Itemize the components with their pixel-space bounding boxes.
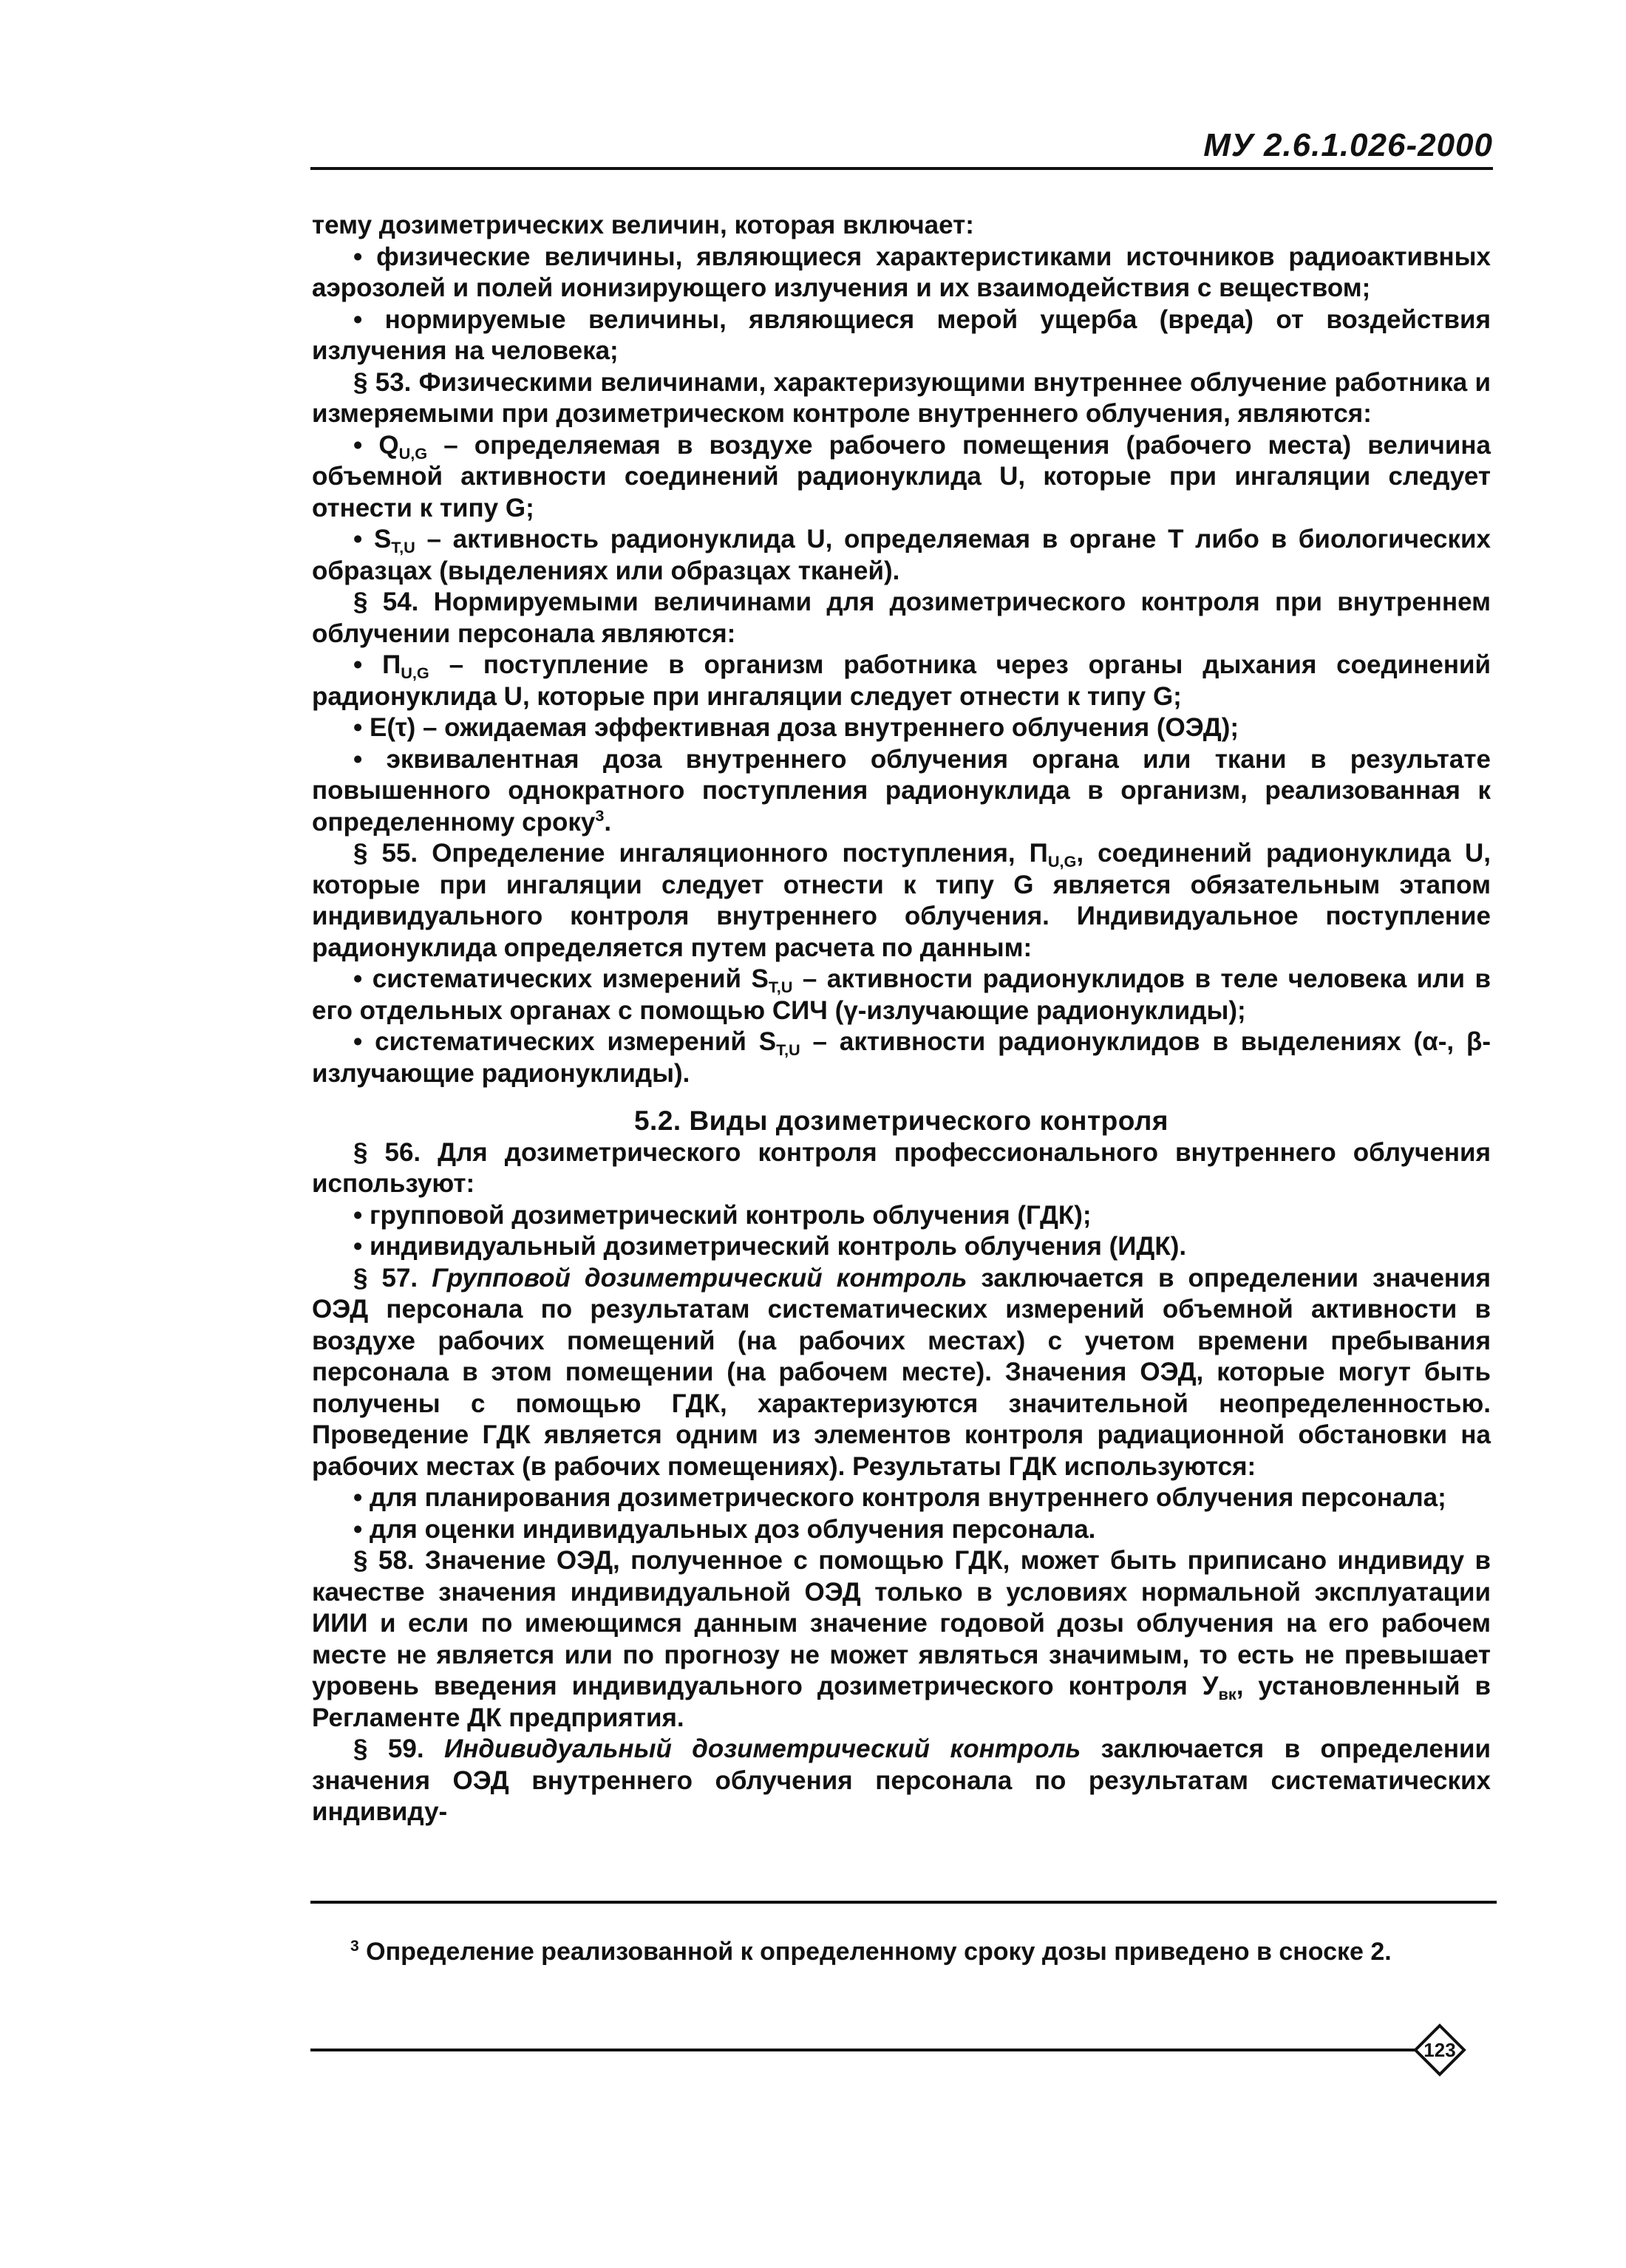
defined-term: Групповой дозиметрический контроль — [432, 1263, 967, 1293]
body-text — [312, 210, 1491, 1828]
bullet-item: • для планирования дозиметрического контроля внутреннего облучения персонала; — [353, 1483, 1446, 1512]
bullet-item: • $Q_{U,G}$ – определяемая в воздухе рабочего помещения (рабочего места) величина объемной активности соединений радионуклида U, которые при ингаляции следует отнести к типу G; — [312, 430, 1491, 522]
bullet-item: • физические величины, являющиеся характеристиками источников радиоактивных аэрозолей и полей ионизирующего излучения и их взаимодействия с веществом; — [312, 242, 1491, 302]
bullet-item: • эквивалентная доза внутреннего облучения органа или ткани в результате повышенного однократного поступления радионуклида в организм, реализованная к определенному сроку$^3$. — [312, 744, 1491, 837]
bottom-rule — [310, 2049, 1415, 2051]
bullet-item: • для оценки индивидуальных доз облучения персонала. — [353, 1514, 1096, 1544]
bullet-item: • $S_{T,U}$ – активность радионуклида U, определяемая в органе T либо в биологических образцах (выделениях или образцах тканей). — [312, 525, 1491, 585]
defined-term: Индивидуальный дозиметрический контроль — [444, 1734, 1081, 1763]
bullet-item: • систематических измерений $S_{T,U}$ – активности радионуклидов в теле человека или в его отдельных органах с помощью СИЧ (γ-излучающие радионуклиды); — [312, 964, 1491, 1025]
bullet-item: • $П_{U,G}$ – поступление в организм работника через органы дыхания соединений радионуклида U, которые при ингаляции следует отнести к типу G; — [312, 650, 1491, 711]
bullet-item: • нормируемые величины, являющиеся мерой ущерба (вреда) от воздействия излучения на человека; — [312, 304, 1491, 365]
bullet-item: • систематических измерений $S_{T,U}$ – активности радионуклидов в выделениях (α-, β-излучающие радионуклиды). — [312, 1027, 1491, 1088]
header-rule — [310, 167, 1493, 170]
section-58: § 58. Значение ОЭД, полученное с помощью ГДК, может быть приписано индивиду в качестве значения индивидуальной ОЭД только в условиях нормальной эксплуатации ИИИ и если по имеющимся данным значение годовой дозы облучения на его рабочем месте не является или по прогнозу не может являться значимым, то есть не превышает уровень введения индивидуального дозиметрического контроля $У_{вк}$, установленный в Регламенте ДК предприятия. — [312, 1546, 1491, 1732]
bullet-item: • E(τ) – ожидаемая эффективная доза внутреннего облучения (ОЭД); — [353, 713, 1239, 742]
bullet-item: • групповой дозиметрический контроль облучения (ГДК); — [353, 1200, 1092, 1230]
section-56: § 56. Для дозиметрического контроля профессионального внутреннего облучения используют: — [312, 1137, 1491, 1198]
footnote-text: Определение реализованной к определенному сроку дозы приведено в сноске 2. — [358, 1938, 1392, 1966]
footnote-rule — [310, 1901, 1497, 1904]
section-53: § 53. Физическими величинами, характеризующими внутреннее облучение работника и измеряемыми при дозиметрическом контроле внутреннего облучения, являются: — [312, 367, 1491, 428]
paragraph: тему дозиметрических величин, которая включает: — [312, 211, 974, 239]
section-55: § 55. Определение ингаляционного поступления, $П_{U,G}$, соединений радионуклида U, которые при ингаляции следует отнести к типу G является обязательным этапом индивидуального контроля внутреннего облучения. Индивидуальное поступление радионуклида определяется путем расчета по данным: — [312, 839, 1491, 962]
footnote-mark: 3 — [350, 1938, 359, 1955]
document-code-header: МУ 2.6.1.026-2000 — [1203, 127, 1493, 163]
page-number-badge — [1413, 2023, 1466, 2077]
footnote-reference: 3 — [595, 806, 605, 825]
page-number: 123 — [1423, 2039, 1456, 2061]
section-57: § 57. Групповой дозиметрический контроль заключается в определении значения ОЭД персонала по результатам систематических измерений объемной активности в воздухе рабочих помещений (на рабочих местах) с учетом времени пребывания персонала в этом помещении (на рабочем месте). Значения ОЭД, которые могут быть получены с помощью ГДК, характеризуются значительной неопределенностью. Проведение ГДК является одним из элементов контроля радиационной обстановки на рабочих местах (в рабочих помещениях). Результаты ГДК используются: — [312, 1263, 1491, 1481]
section-54: § 54. Нормируемыми величинами для дозиметрического контроля при внутреннем облучении персонала являются: — [312, 588, 1491, 648]
section-59: § 59. Индивидуальный дозиметрический контроль заключается в определении значения ОЭД внутреннего облучения персонала по результатам систематических индивиду- — [312, 1734, 1491, 1826]
bullet-item: • индивидуальный дозиметрический контроль облучения (ИДК). — [353, 1232, 1187, 1261]
footnote — [350, 1938, 1392, 1966]
section-heading: 5.2. Виды дозиметрического контроля — [633, 1106, 1169, 1136]
